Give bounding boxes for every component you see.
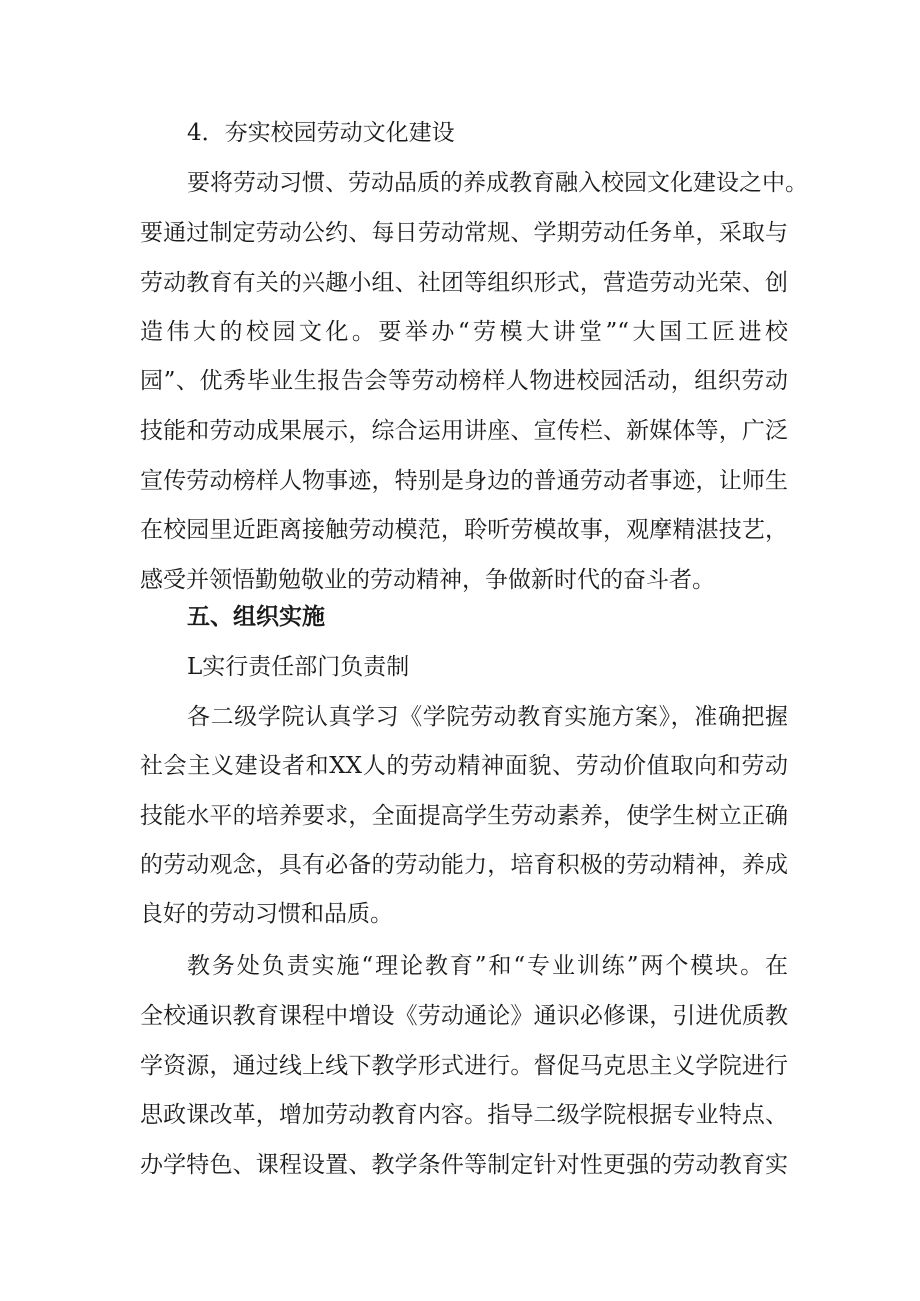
paragraph-line: 的劳动观念，具有必备的劳动能力，培育积极的劳动精神，养成	[140, 852, 788, 878]
paragraph-line: 园”、优秀毕业生报告会等劳动榜样人物进校园活动，组织劳动	[140, 368, 788, 394]
item-heading-4: 4．夯实校园劳动文化建设	[187, 120, 455, 146]
paragraph-line: 要将劳动习惯、劳动品质的养成教育融入校园文化建设之中。	[187, 170, 808, 196]
paragraph-line: 造伟大的校园文化。要举办“劳模大讲堂”“大国工匠进校	[140, 319, 788, 345]
paragraph-line: 全校通识教育课程中增设《劳动通论》通识必修课，引进优质教	[140, 1003, 788, 1029]
paragraph-line: 要通过制定劳动公约、每日劳动常规、学期劳动任务单，采取与	[140, 220, 788, 246]
item-heading-1: L实行责任部门负责制	[187, 654, 410, 680]
paragraph-line: 感受并领悟勤勉敬业的劳动精神，争做新时代的奋斗者。	[140, 567, 715, 593]
paragraph-line: 思政课改革，增加劳动教育内容。指导二级学院根据专业特点、	[140, 1102, 788, 1128]
paragraph-line: 教务处负责实施“理论教育”和“专业训练”两个模块。在	[187, 953, 788, 979]
paragraph-line: 技能水平的培养要求，全面提高学生劳动素养，使学生树立正确	[140, 803, 788, 829]
paragraph-line: 办学特色、课程设置、教学条件等制定针对性更强的劳动教育实	[140, 1152, 788, 1178]
paragraph-line: 在校园里近距离接触劳动模范，聆听劳模故事，观摩精湛技艺，	[140, 517, 788, 543]
paragraph-line: 技能和劳动成果展示，综合运用讲座、宣传栏、新媒体等，广泛	[140, 418, 788, 444]
section-heading: 五、组织实施	[187, 604, 325, 630]
paragraph-line: 劳动教育有关的兴趣小组、社团等组织形式，营造劳动光荣、创	[140, 270, 788, 296]
paragraph-line: 学资源，通过线上线下教学形式进行。督促马克思主义学院进行	[140, 1053, 788, 1079]
paragraph-line: 良好的劳动习惯和品质。	[140, 901, 393, 927]
paragraph-line: 各二级学院认真学习《学院劳动教育实施方案》，准确把握	[187, 704, 788, 730]
paragraph-line: 宣传劳动榜样人物事迹，特别是身边的普通劳动者事迹，让师生	[140, 468, 788, 494]
paragraph-line: 社会主义建设者和XX人的劳动精神面貌、劳动价值取向和劳动	[140, 753, 788, 779]
